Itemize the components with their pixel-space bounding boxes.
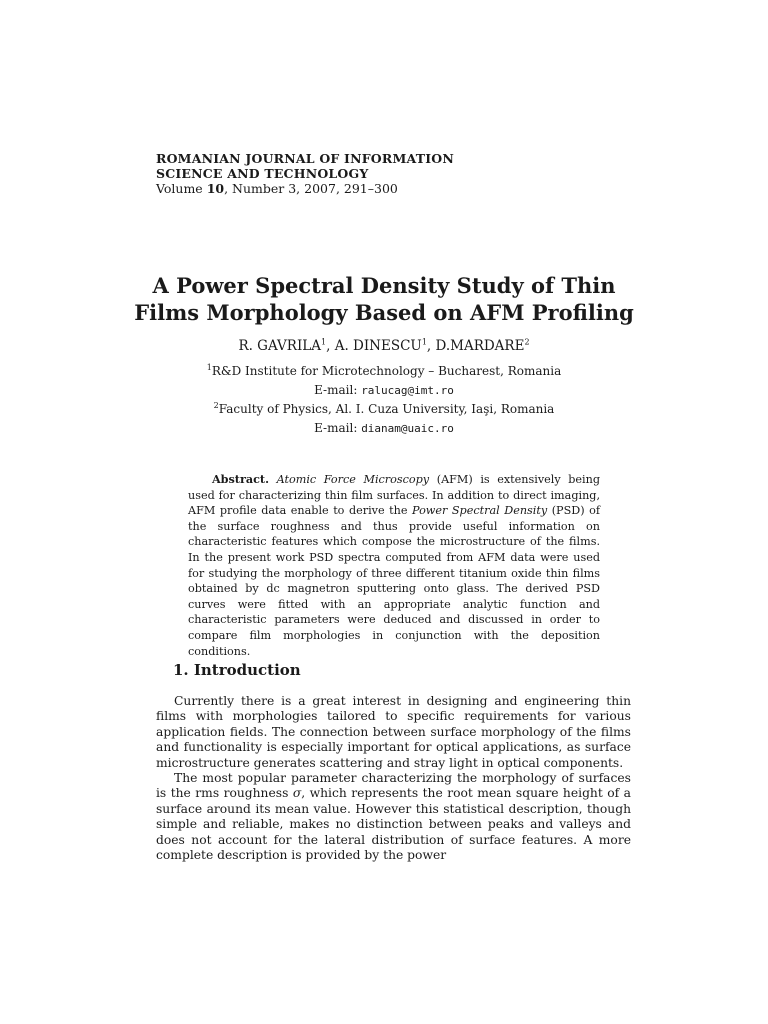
- section-heading-introduction: 1. Introduction: [173, 661, 301, 679]
- affiliation-1-mark: 1: [206, 363, 212, 372]
- affiliation-1: [120, 362, 648, 381]
- author-3: , D.MARDARE: [426, 338, 525, 354]
- abstract-text-1: (AFM) is extensively being used for characterizing thin film surfaces. In addition to direct imaging, AFM profile data enable to derive the: [188, 473, 600, 518]
- abstract-label: Abstract.: [212, 472, 269, 486]
- journal-header: [156, 151, 616, 196]
- email-link[interactable]: ralucag@imt.ro: [361, 383, 454, 397]
- abstract-text-2: (PSD) of the surface roughness and thus provide useful information on characteristic features which compose the microstructure of the films. In the present work PSD spectra computed from AFM data were used for studying the morphology of three different titanium oxide thin films obtained by dc magnetron sputtering onto glass. The derived PSD curves were fitted with an appropriate analytic function and characteristic parameters were deduced and discussed in order to compare film morphologies in conjunction with the deposition conditions.: [188, 504, 600, 658]
- volume-prefix: Volume: [156, 181, 207, 196]
- abstract-term-psd: Power Spectral Density: [412, 504, 548, 518]
- email-label: E-mail:: [314, 420, 362, 435]
- author-list: [120, 338, 648, 354]
- email-link[interactable]: dianam@uaic.ro: [361, 421, 454, 435]
- author-2: , A. DINESCU: [326, 338, 422, 354]
- affiliation-2-mark: 2: [213, 401, 219, 410]
- paper-title: [120, 272, 648, 326]
- author-2-affil: 1: [421, 337, 427, 347]
- author-1-affil: 1: [321, 337, 327, 347]
- affiliation-1-text: R&D Institute for Microtechnology – Bucharest, Romania: [211, 364, 562, 378]
- affiliation-1-email: [120, 381, 648, 401]
- intro-p2-text-b: , which represents the root mean square height of a surface around its mean value. However this statistical description, though simple and reliable, makes no distinction between peaks and valleys and does not account for the lateral distribution of surface features. A more complete description is provided by the power: [156, 786, 631, 863]
- affiliation-2-text: Faculty of Physics, Al. I. Cuza University, Iaşi, Romania: [218, 402, 555, 416]
- journal-name-line1: ROMANIAN JOURNAL OF INFORMATION: [156, 151, 454, 166]
- intro-paragraph-1: Currently there is a great interest in designing and engineering thin films with morphologies tailored to specific requirements for various application fields. The connection between surface morphology of the films and functionality is especially important for optical applications, as surface microstructure generates scattering and stray light in optical components.: [156, 694, 631, 770]
- intro-paragraph-2: [156, 771, 631, 863]
- intro-p2-text-a: The most popular parameter characterizing the morphology of surfaces is the rms roughness: [156, 771, 631, 801]
- author-3-affil: 2: [524, 337, 530, 347]
- author-1: R. GAVRILA: [238, 338, 322, 354]
- sigma-symbol: σ: [292, 786, 302, 801]
- volume-number: 10: [206, 181, 225, 196]
- journal-volume-line: [156, 181, 616, 196]
- title-line2: Films Morphology Based on AFM Profiling: [134, 300, 634, 325]
- abstract: [188, 472, 600, 659]
- title-line1: A Power Spectral Density Study of Thin: [152, 273, 616, 298]
- abstract-term-afm: Atomic Force Microscopy: [276, 473, 430, 486]
- affiliation-2: [120, 400, 648, 419]
- volume-suffix: , Number 3, 2007, 291–300: [224, 181, 398, 196]
- introduction-body: [156, 694, 631, 863]
- journal-name-line2: SCIENCE AND TECHNOLOGY: [156, 166, 369, 181]
- email-label: E-mail:: [314, 382, 362, 397]
- affiliations: [120, 362, 648, 438]
- affiliation-2-email: [120, 419, 648, 439]
